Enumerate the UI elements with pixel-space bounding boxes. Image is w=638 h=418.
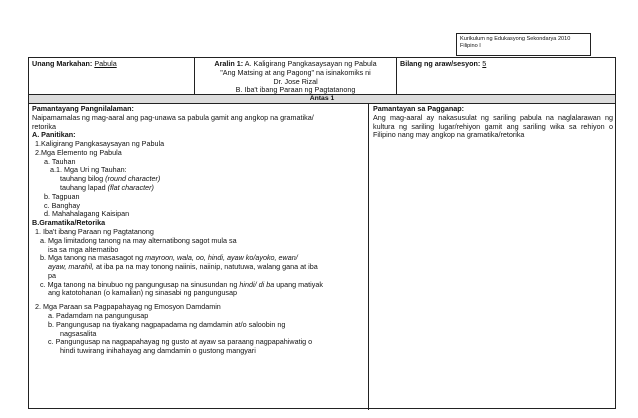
unang-markahan-label: Unang Markahan: bbox=[32, 59, 93, 68]
bilang-label: Bilang ng araw/sesyon: bbox=[400, 59, 481, 68]
tauhang-lapad: tauhang lapad bbox=[60, 183, 106, 193]
left-heading: Pamantayang Pangnilalaman: bbox=[32, 104, 134, 113]
aralin-line3: Dr. Jose Rizal bbox=[273, 76, 318, 86]
aralin-line4: B. Iba't ibang Paraan ng Pagtatanong bbox=[235, 85, 356, 95]
gramatika-heading: B.Gramatika/Retorika bbox=[32, 218, 106, 228]
item-emosyon: 2. Mga Paraan sa Pagpapahayag ng Emosyon Damdamin bbox=[35, 302, 221, 312]
aralin-label: Aralin 1: bbox=[214, 59, 244, 68]
curriculum-box bbox=[456, 33, 591, 56]
item-masasagot-cont: at iba pa na may tonong naiinis, naiinip, natutuwa, walang gana at iba bbox=[95, 262, 318, 272]
item-padamdam: a. Padamdam na pangungusap bbox=[48, 310, 149, 320]
aralin-cell bbox=[195, 58, 397, 94]
right-heading: Pamantayan sa Pagganap: bbox=[373, 104, 465, 113]
item-katotohanan: ang katotohanan (o kamalian) ng sinasabi ng pangungusap bbox=[48, 288, 238, 298]
round-character: (round character) bbox=[105, 174, 161, 184]
item-limitadong-tanong-cont: isa sa mga alternatibo bbox=[48, 244, 119, 254]
item-banghay: c. Banghay bbox=[44, 200, 80, 210]
right-text: Ang mag-aaral ay nakasusulat ng sariling pabula na naglalarawan ng kultura ng sariling lugar/rehiyon gamit ang sariling wika sa rehiyon o Filipino nang may angkop na gramatika/retorika bbox=[373, 112, 613, 140]
item-masasagot-end: pa bbox=[48, 270, 56, 280]
lesson-plan-table bbox=[28, 57, 616, 409]
item-masasagot: b. Mga tanong na masasagot ng bbox=[40, 253, 144, 263]
aralin-line2: "Ang Matsing at ang Pagong" na isinakomiks ni bbox=[220, 67, 371, 77]
item-kaisipan: d. Mahahalagang Kaisipan bbox=[44, 209, 130, 219]
left-intro2: retorika bbox=[32, 121, 56, 131]
item-sinusundan: c. Mga tanong na binubuo ng pangungusap na sinusundan ng bbox=[40, 279, 238, 289]
item-hindi-di-ba: hindi/ di ba bbox=[239, 279, 275, 289]
antas-row: Antas 1 bbox=[29, 95, 615, 104]
item-masasagot-words2: ayaw, marahil, bbox=[48, 262, 94, 272]
tauhang-bilog: tauhang bilog bbox=[60, 174, 104, 184]
item-gusto-ayaw-cont: hindi tuwirang inihahayag ang damdamin o gustong mangyari bbox=[60, 346, 256, 356]
pamantayang-pangnilalaman-cell bbox=[29, 104, 369, 410]
aralin-line1: A. Kaligirang Pangkasaysayan ng Pabula bbox=[244, 59, 377, 68]
item-tagpuan: b. Tagpuan bbox=[44, 191, 80, 201]
item-masasagot-words: mayroon, wala, oo, hindi, ayaw ko/ayoko, ewan/ bbox=[145, 253, 298, 263]
item-limitadong-tanong: a. Mga limitadong tanong na may alternatibong sagot mula sa bbox=[40, 235, 237, 245]
item-kaligirang: 1.Kaligirang Pangkasaysayan ng Pabula bbox=[35, 139, 165, 149]
pamantayan-sa-pagganap-cell bbox=[369, 104, 617, 141]
panitikan-heading: A. Panitikan: bbox=[32, 130, 76, 140]
unang-markahan-value: Pabula bbox=[94, 59, 117, 68]
item-gusto-ayaw: c. Pangungusap na nagpapahayag ng gusto at ayaw sa paraang nagpapahiwatig o bbox=[48, 337, 313, 347]
curriculum-title: Kurikulum ng Edukasyong Sekondarya 2010 bbox=[460, 36, 571, 42]
item-tiyakang-cont: nagsasalita bbox=[60, 328, 97, 338]
item-tiyakang: b. Pangungusap na tiyakang nagpapadama ng damdamin at/o saloobin ng bbox=[48, 319, 286, 329]
item-upang-matiyak: upang matiyak bbox=[276, 279, 323, 289]
item-uri-tauhan: a.1. Mga Uri ng Tauhan: bbox=[50, 165, 127, 175]
item-pagtatanong: 1. Iba't ibang Paraan ng Pagtatanong bbox=[35, 226, 154, 236]
unang-markahan-cell bbox=[29, 58, 195, 94]
item-tauhan: a. Tauhan bbox=[44, 156, 76, 166]
left-intro1: Naipamamalas ng mag-aaral ang pag-unawa sa pabula gamit ang angkop na gramatika/ bbox=[32, 112, 314, 122]
curriculum-subject: Filipino I bbox=[460, 43, 481, 50]
header-row bbox=[29, 58, 615, 95]
flat-character: (flat character) bbox=[107, 183, 154, 193]
bilang-cell bbox=[397, 58, 617, 94]
item-elemento: 2.Mga Elemento ng Pabula bbox=[35, 147, 122, 157]
bilang-value: 5 bbox=[482, 59, 487, 68]
